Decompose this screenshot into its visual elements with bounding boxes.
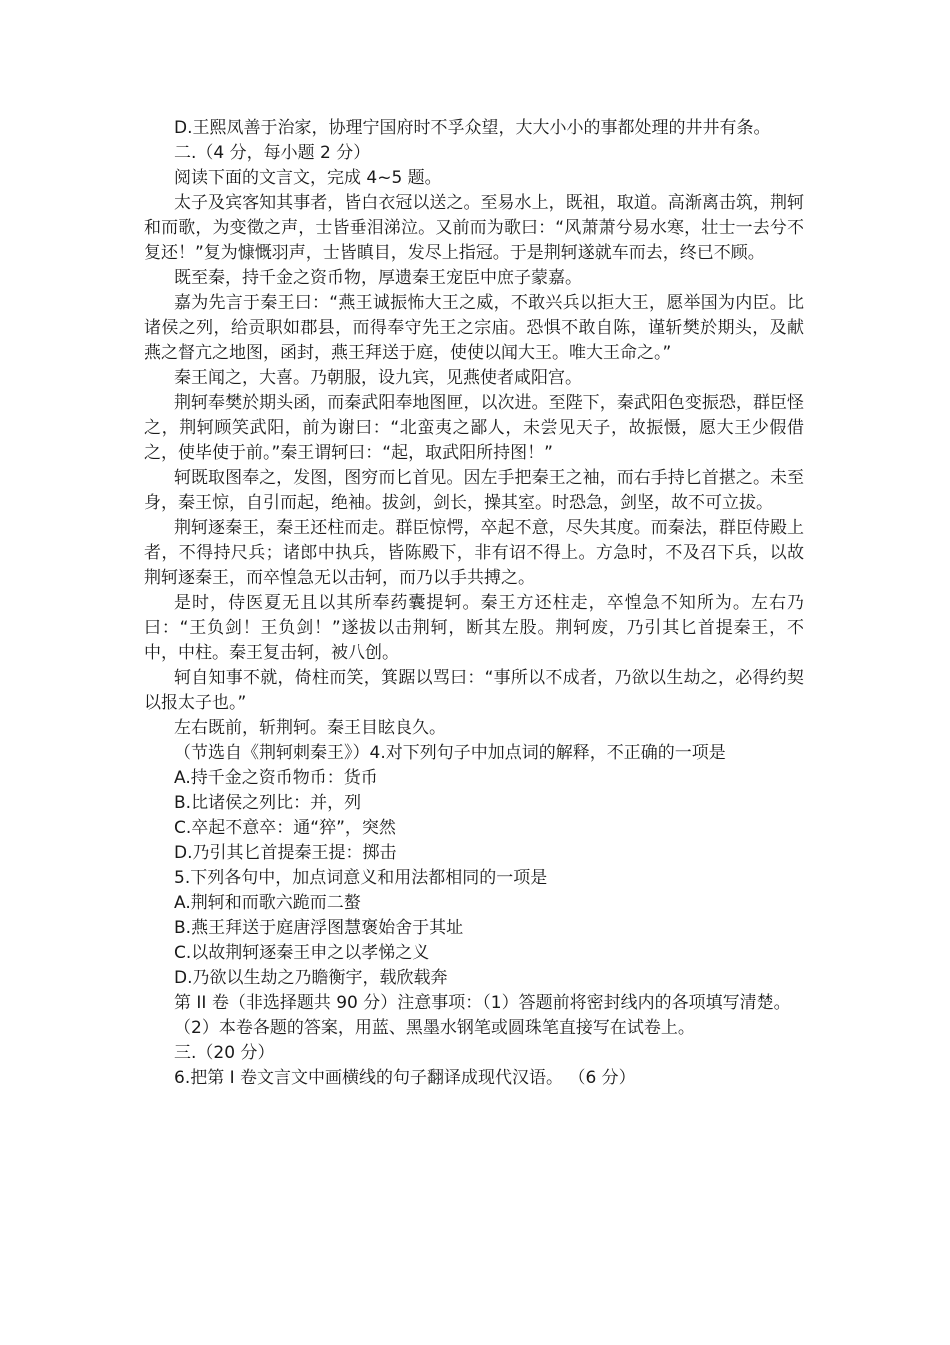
notice-item-2: （2）本卷各题的答案，用蓝、黑墨水钢笔或圆珠笔直接写在试卷上。 xyxy=(174,1018,695,1038)
question-4-option-b: B.比诸侯之列比：并，列 xyxy=(174,793,362,813)
passage-paragraph: 轲自知事不就，倚柱而笑，箕踞以骂曰：“事所以不成者，乃欲以生劫之，必得约契以报太子也。” xyxy=(144,668,804,713)
volume-two-notice: 第 II 卷（非选择题共 90 分）注意事项：（1）答题前将密封线内的各项填写清楚。 xyxy=(174,993,791,1013)
paragraph-option-d-wangxifeng: D.王熙凤善于治家，协理宁国府时不孚众望，大大小小的事都处理的井井有条。 xyxy=(174,118,771,138)
passage-paragraph: 轲既取图奉之，发图，图穷而匕首见。因左手把秦王之袖，而右手持匕首揕之。未至身，秦王惊，自引而起，绝袖。拔剑，剑长，操其室。时恐急，剑坚，故不可立拔。 xyxy=(144,468,804,513)
question-5-stem: 5.下列各句中，加点词意义和用法都相同的一项是 xyxy=(174,868,548,888)
question-4-stem: （节选自《荆轲刺秦王》）4.对下列句子中加点词的解释，不正确的一项是 xyxy=(174,743,726,763)
question-5-option-d: D.乃欲以生劫之乃瞻衡宇，载欣载奔 xyxy=(174,968,448,988)
reading-instruction: 阅读下面的文言文，完成 4~5 题。 xyxy=(174,168,442,188)
passage-paragraph: 太子及宾客知其事者，皆白衣冠以送之。至易水上，既祖，取道。高渐离击筑，荆轲和而歌，为变徵之声，士皆垂泪涕泣。又前而为歌曰：“风萧萧兮易水寒，壮士一去兮不复还！”复为慷慨羽声，士皆瞋目，发尽上指冠。于是荆轲遂就车而去，终已不顾。 xyxy=(144,193,804,263)
passage-paragraph: 左右既前，斩荆轲。秦王目眩良久。 xyxy=(174,718,446,738)
section-two-heading: 二.（4 分，每小题 2 分） xyxy=(174,143,371,163)
question-5-option-b: B.燕王拜送于庭唐浮图慧褒始舍于其址 xyxy=(174,918,464,938)
passage-paragraph: 荆轲奉樊於期头函，而秦武阳奉地图匣，以次进。至陛下，秦武阳色变振恐，群臣怪之，荆轲顾笑武阳，前为谢曰：“北蛮夷之鄙人，未尝见天子，故振慑，愿大王少假借之，使毕使于前。”秦王谓轲曰：“起，取武阳所持图！” xyxy=(144,393,804,463)
question-4-option-c: C.卒起不意卒：通“猝”，突然 xyxy=(174,818,396,838)
passage-paragraph: 秦王闻之，大喜。乃朝服，设九宾，见燕使者咸阳宫。 xyxy=(174,368,582,388)
passage-paragraph: 嘉为先言于秦王曰：“燕王诚振怖大王之威，不敢兴兵以拒大王，愿举国为内臣。比诸侯之列，给贡职如郡县，而得奉守先王之宗庙。恐惧不敢自陈，谨斩樊於期头，及献燕之督亢之地图，函封，燕王拜送于庭，使使以闻大王。唯大王命之。” xyxy=(144,293,804,363)
passage-paragraph: 既至秦，持千金之资币物，厚遗秦王宠臣中庶子蒙嘉。 xyxy=(174,268,582,288)
question-5-option-c: C.以故荆轲逐秦王申之以孝悌之义 xyxy=(174,943,430,963)
question-5-option-a: A.荆轲和而歌六跪而二螯 xyxy=(174,893,361,913)
document-page xyxy=(144,116,804,1091)
question-4-option-a: A.持千金之资币物币：货币 xyxy=(174,768,378,788)
passage-paragraph: 是时，侍医夏无且以其所奉药囊提轲。秦王方还柱走，卒惶急不知所为。左右乃曰：“王负剑！王负剑！”遂拔以击荆轲，断其左股。荆轲废，乃引其匕首提秦王，不中，中柱。秦王复击轲，被八创。 xyxy=(144,593,804,663)
passage-paragraph: 荆轲逐秦王，秦王还柱而走。群臣惊愕，卒起不意，尽失其度。而秦法，群臣侍殿上者，不得持尺兵；诸郎中执兵，皆陈殿下，非有诏不得上。方急时，不及召下兵，以故荆轲逐秦王，而卒惶急无以击轲，而乃以手共搏之。 xyxy=(144,518,804,588)
question-4-option-d: D.乃引其匕首提秦王提：掷击 xyxy=(174,843,397,863)
section-three-heading: 三.（20 分） xyxy=(174,1043,275,1063)
question-6-stem: 6.把第 I 卷文言文中画横线的句子翻译成现代汉语。 （6 分） xyxy=(174,1068,636,1088)
